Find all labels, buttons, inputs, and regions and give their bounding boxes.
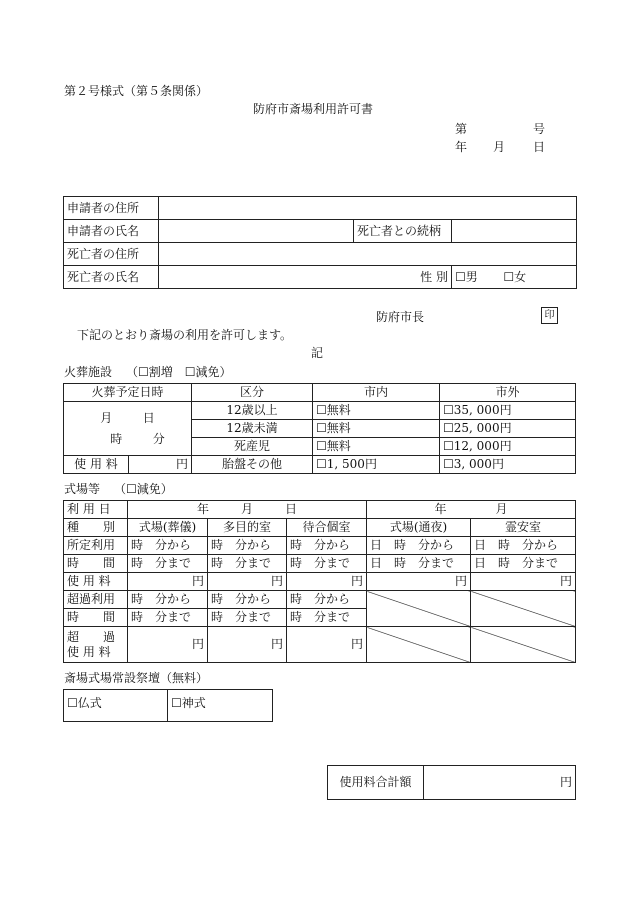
cremation-fee-field[interactable]: 円 bbox=[129, 456, 192, 474]
cremation-options[interactable]: （☐割増 ☐減免） bbox=[126, 365, 232, 379]
type-multipurpose: 多目的室 bbox=[208, 519, 287, 537]
class-row-4: 胎盤その他 bbox=[192, 456, 313, 474]
over-from-1[interactable]: 時 分から bbox=[128, 591, 208, 609]
cremation-fee-label: 使 用 料 bbox=[64, 456, 129, 474]
sched-until-3[interactable]: 時 分まで bbox=[287, 555, 367, 573]
fee-field-3[interactable]: 円 bbox=[287, 573, 367, 591]
over-na-mortuary bbox=[471, 591, 576, 627]
sched-from-5[interactable]: 日 時 分から bbox=[471, 537, 576, 555]
deceased-address-field[interactable] bbox=[159, 243, 577, 266]
number-suffix: 号 bbox=[533, 122, 546, 136]
overfee-field-2[interactable]: 円 bbox=[208, 627, 287, 663]
total-fee-label: 使用料合計額 bbox=[328, 766, 424, 800]
sched-from-1[interactable]: 時 分から bbox=[128, 537, 208, 555]
overtime-label-1: 超過利用 bbox=[64, 591, 128, 609]
col-cremation-time: 火葬予定日時 bbox=[64, 384, 192, 402]
relation-field[interactable] bbox=[452, 220, 577, 243]
over-until-3[interactable]: 時 分まで bbox=[287, 609, 367, 627]
date-month-label: 月 bbox=[493, 140, 506, 154]
fee-field-5[interactable]: 円 bbox=[471, 573, 576, 591]
over-until-1[interactable]: 時 分まで bbox=[128, 609, 208, 627]
ceremony-table bbox=[63, 500, 576, 663]
type-funeral-hall: 式場(葬儀) bbox=[128, 519, 208, 537]
total-table bbox=[327, 765, 576, 800]
altar-table bbox=[63, 689, 273, 722]
scheduled-time-label-1: 所定利用 bbox=[64, 537, 128, 555]
fee-field-1[interactable]: 円 bbox=[128, 573, 208, 591]
deceased-address-label: 死亡者の住所 bbox=[64, 243, 159, 266]
overfee-label: 超 過 使 用 料 bbox=[64, 627, 128, 663]
use-date-field-1[interactable]: 年 月 日 bbox=[128, 501, 367, 519]
sched-from-3[interactable]: 時 分から bbox=[287, 537, 367, 555]
sched-until-2[interactable]: 時 分まで bbox=[208, 555, 287, 573]
sched-from-4[interactable]: 日 時 分から bbox=[367, 537, 471, 555]
outside-fee-row-4[interactable]: ☐3, 000円 bbox=[440, 456, 576, 474]
sched-from-2[interactable]: 時 分から bbox=[208, 537, 287, 555]
city-fee-row-4[interactable]: ☐1, 500円 bbox=[313, 456, 440, 474]
class-row-2: 12歳未満 bbox=[192, 420, 313, 438]
city-fee-row-1[interactable]: ☐無料 bbox=[313, 402, 440, 420]
over-until-2[interactable]: 時 分まで bbox=[208, 609, 287, 627]
sched-until-5[interactable]: 日 時 分まで bbox=[471, 555, 576, 573]
sched-until-4[interactable]: 日 時 分まで bbox=[367, 555, 471, 573]
gender-male-checkbox[interactable]: ☐男 bbox=[455, 269, 478, 284]
seal-mark: 印 bbox=[541, 307, 558, 324]
class-row-3: 死産児 bbox=[192, 438, 313, 456]
col-class: 区分 bbox=[192, 384, 313, 402]
altar-shinto-checkbox[interactable]: ☐神式 bbox=[168, 690, 273, 722]
outside-fee-row-2[interactable]: ☐25, 000円 bbox=[440, 420, 576, 438]
use-date-field-2[interactable]: 年 月 bbox=[367, 501, 576, 519]
applicant-address-label: 申請者の住所 bbox=[64, 197, 159, 220]
type-label: 種 別 bbox=[64, 519, 128, 537]
city-fee-row-3[interactable]: ☐無料 bbox=[313, 438, 440, 456]
number-prefix: 第 bbox=[455, 122, 468, 136]
relation-label: 死亡者との続柄 bbox=[354, 220, 452, 243]
permit-statement: 下記のとおり斎場の利用を許可します。 bbox=[77, 328, 293, 342]
overtime-label-2: 時 間 bbox=[64, 609, 128, 627]
applicant-name-field[interactable] bbox=[159, 220, 354, 243]
altar-heading: 斎場式場常設祭壇（無料） bbox=[64, 671, 209, 685]
col-city: 市内 bbox=[313, 384, 440, 402]
class-row-1: 12歳以上 bbox=[192, 402, 313, 420]
outside-fee-row-1[interactable]: ☐35, 000円 bbox=[440, 402, 576, 420]
type-wake-hall: 式場(通夜) bbox=[367, 519, 471, 537]
fee-field-2[interactable]: 円 bbox=[208, 573, 287, 591]
outside-fee-row-3[interactable]: ☐12, 000円 bbox=[440, 438, 576, 456]
ceremony-heading: 式場等 （☐減免） bbox=[64, 482, 173, 496]
altar-buddhist-checkbox[interactable]: ☐仏式 bbox=[64, 690, 168, 722]
applicant-address-field[interactable] bbox=[159, 197, 577, 220]
cremation-table bbox=[63, 383, 576, 474]
deceased-name-label: 死亡者の氏名 bbox=[64, 266, 159, 289]
over-from-2[interactable]: 時 分から bbox=[208, 591, 287, 609]
city-fee-row-2[interactable]: ☐無料 bbox=[313, 420, 440, 438]
over-from-3[interactable]: 時 分から bbox=[287, 591, 367, 609]
page-title: 防府市斎場利用許可書 bbox=[253, 102, 374, 116]
cremation-datetime-field[interactable]: 月 日 時 分 bbox=[64, 402, 192, 456]
ceremony-fee-label: 使 用 料 bbox=[64, 573, 128, 591]
deceased-name-field[interactable] bbox=[159, 266, 452, 289]
type-waiting-room: 待合個室 bbox=[287, 519, 367, 537]
type-mortuary: 霊安室 bbox=[471, 519, 576, 537]
fee-field-4[interactable]: 円 bbox=[367, 573, 471, 591]
overfee-na-mortuary bbox=[471, 627, 576, 663]
gender-label: 性 別 bbox=[420, 269, 448, 284]
applicant-name-label: 申請者の氏名 bbox=[64, 220, 159, 243]
overfee-field-3[interactable]: 円 bbox=[287, 627, 367, 663]
total-fee-field[interactable]: 円 bbox=[424, 766, 576, 800]
ki-label: 記 bbox=[311, 346, 324, 360]
applicant-table bbox=[63, 196, 577, 289]
use-date-label: 利 用 日 bbox=[64, 501, 128, 519]
date-year-label: 年 bbox=[455, 140, 468, 154]
gender-female-checkbox[interactable]: ☐女 bbox=[503, 269, 527, 284]
sched-until-1[interactable]: 時 分まで bbox=[128, 555, 208, 573]
scheduled-time-label-2: 時 間 bbox=[64, 555, 128, 573]
form-number: 第２号様式（第５条関係） bbox=[64, 84, 209, 98]
col-outside: 市外 bbox=[440, 384, 576, 402]
mayor-label: 防府市長 bbox=[376, 310, 425, 324]
over-na-wake bbox=[367, 591, 471, 627]
overfee-field-1[interactable]: 円 bbox=[128, 627, 208, 663]
gender-options bbox=[452, 266, 577, 289]
ceremony-options[interactable]: （☐減免） bbox=[114, 482, 173, 496]
overfee-na-wake bbox=[367, 627, 471, 663]
date-day-label: 日 bbox=[533, 140, 546, 154]
cremation-heading: 火葬施設 （☐割増 ☐減免） bbox=[64, 365, 232, 379]
